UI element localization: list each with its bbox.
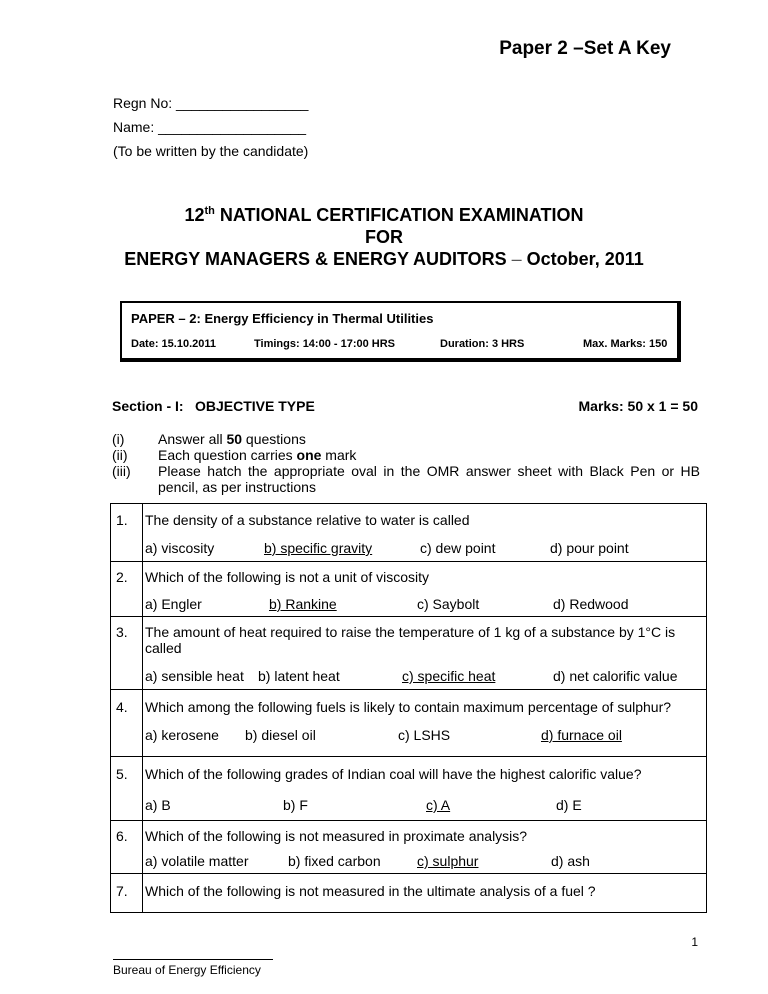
option-c-correct: c) sulphur bbox=[417, 853, 479, 869]
exam-duration: Duration: 3 HRS bbox=[440, 338, 525, 350]
answer-key-label: Paper 2 –Set A Key bbox=[499, 38, 671, 59]
option-d: d) ash bbox=[551, 853, 590, 869]
question-number: 1. bbox=[116, 512, 128, 528]
instruction-text bbox=[158, 463, 700, 495]
instruction-text-part: questions bbox=[242, 431, 306, 447]
option-b-correct: b) Rankine bbox=[269, 596, 337, 612]
paper-title: PAPER – 2: Energy Efficiency in Thermal Utilities bbox=[131, 311, 434, 326]
title-dash: – bbox=[506, 249, 527, 269]
instruction-text-part: Answer all bbox=[158, 431, 227, 447]
exam-timings: Timings: 14:00 - 17:00 HRS bbox=[254, 338, 396, 350]
option-d: d) pour point bbox=[550, 540, 629, 556]
question-text: Which of the following is not measured in the ultimate analysis of a fuel ? bbox=[145, 883, 596, 899]
edition-ordinal-suffix: th bbox=[204, 205, 215, 217]
question-text: The amount of heat required to raise the temperature of 1 kg of a substance by 1°C is called bbox=[145, 624, 676, 656]
option-b-correct: b) specific gravity bbox=[264, 540, 373, 556]
row-divider bbox=[111, 873, 706, 874]
option-b: b) diesel oil bbox=[245, 727, 316, 743]
question-table bbox=[110, 503, 707, 913]
question-text: The density of a substance relative to water is called bbox=[145, 512, 470, 528]
question-text: Which among the following fuels is likely to contain maximum percentage of sulphur? bbox=[145, 699, 672, 715]
instruction-text bbox=[158, 447, 700, 463]
column-divider bbox=[142, 504, 143, 912]
option-d: d) net calorific value bbox=[553, 668, 678, 684]
max-marks: Max. Marks: 150 bbox=[583, 338, 668, 350]
question-number: 6. bbox=[116, 828, 128, 844]
instruction-number: (iii) bbox=[112, 463, 131, 479]
edition-number: 12 bbox=[184, 205, 205, 225]
section-label: Section - I: bbox=[112, 398, 184, 414]
question-text: Which of the following is not measured in proximate analysis? bbox=[145, 828, 528, 844]
paper-info-box bbox=[120, 301, 681, 362]
option-c: c) LSHS bbox=[398, 727, 451, 743]
question-number: 4. bbox=[116, 699, 128, 715]
option-b: b) F bbox=[283, 797, 308, 813]
option-c-correct: c) A bbox=[426, 797, 451, 813]
page-number: 1 bbox=[691, 935, 698, 949]
row-divider bbox=[111, 756, 706, 757]
footer-organization: Bureau of Energy Efficiency bbox=[113, 963, 261, 977]
option-c: c) dew point bbox=[420, 540, 496, 556]
row-divider bbox=[111, 561, 706, 562]
row-divider bbox=[111, 820, 706, 821]
option-d-correct: d) furnace oil bbox=[541, 727, 622, 743]
instruction-text-part: Each question carries bbox=[158, 447, 297, 463]
exam-name: NATIONAL CERTIFICATION EXAMINATION bbox=[214, 205, 584, 225]
candidate-note: (To be written by the candidate) bbox=[113, 143, 309, 159]
question-text: Which of the following is not a unit of viscosity bbox=[145, 569, 430, 585]
question-number: 3. bbox=[116, 624, 128, 640]
instruction-text-part: mark bbox=[321, 447, 357, 463]
instruction-number: (i) bbox=[112, 431, 125, 447]
option-a: a) kerosene bbox=[145, 727, 219, 743]
registration-number-field: Regn No: _________________ bbox=[113, 95, 309, 111]
section-marks: Marks: 50 x 1 = 50 bbox=[578, 398, 698, 414]
option-d: d) E bbox=[556, 797, 582, 813]
question-number: 5. bbox=[116, 766, 128, 782]
exam-audience: ENERGY MANAGERS & ENERGY AUDITORS bbox=[124, 249, 507, 269]
option-a: a) sensible heat bbox=[145, 668, 244, 684]
instruction-text-emphasis: one bbox=[296, 447, 322, 463]
option-a: a) B bbox=[145, 797, 171, 813]
option-b: b) latent heat bbox=[258, 668, 340, 684]
row-divider bbox=[111, 689, 706, 690]
instruction-text-emphasis: 50 bbox=[226, 431, 243, 447]
question-text: Which of the following grades of Indian coal will have the highest calorific value? bbox=[145, 766, 642, 782]
question-number: 7. bbox=[116, 883, 128, 899]
instruction-number: (ii) bbox=[112, 447, 128, 463]
option-c-correct: c) specific heat bbox=[402, 668, 496, 684]
section-type: OBJECTIVE TYPE bbox=[195, 398, 315, 414]
option-c: c) Saybolt bbox=[417, 596, 480, 612]
instruction-text bbox=[158, 431, 700, 447]
row-divider bbox=[111, 616, 706, 617]
exam-date: Date: 15.10.2011 bbox=[131, 338, 217, 350]
exam-title-line-3 bbox=[0, 249, 768, 270]
exam-title-line-1 bbox=[0, 205, 768, 226]
option-a: a) volatile matter bbox=[145, 853, 249, 869]
candidate-name-field: Name: ___________________ bbox=[113, 119, 307, 135]
option-a: a) viscosity bbox=[145, 540, 215, 556]
exam-month: October, 2011 bbox=[526, 249, 644, 269]
option-d: d) Redwood bbox=[553, 596, 629, 612]
option-b: b) fixed carbon bbox=[288, 853, 381, 869]
instruction-text-part: Please hatch the appropriate oval in the OMR answer sheet with Black Pen or HB pencil, as per instructions bbox=[158, 463, 700, 495]
footer-divider bbox=[113, 959, 273, 960]
question-number: 2. bbox=[116, 569, 128, 585]
exam-title-line-2: FOR bbox=[365, 227, 403, 247]
option-a: a) Engler bbox=[145, 596, 202, 612]
